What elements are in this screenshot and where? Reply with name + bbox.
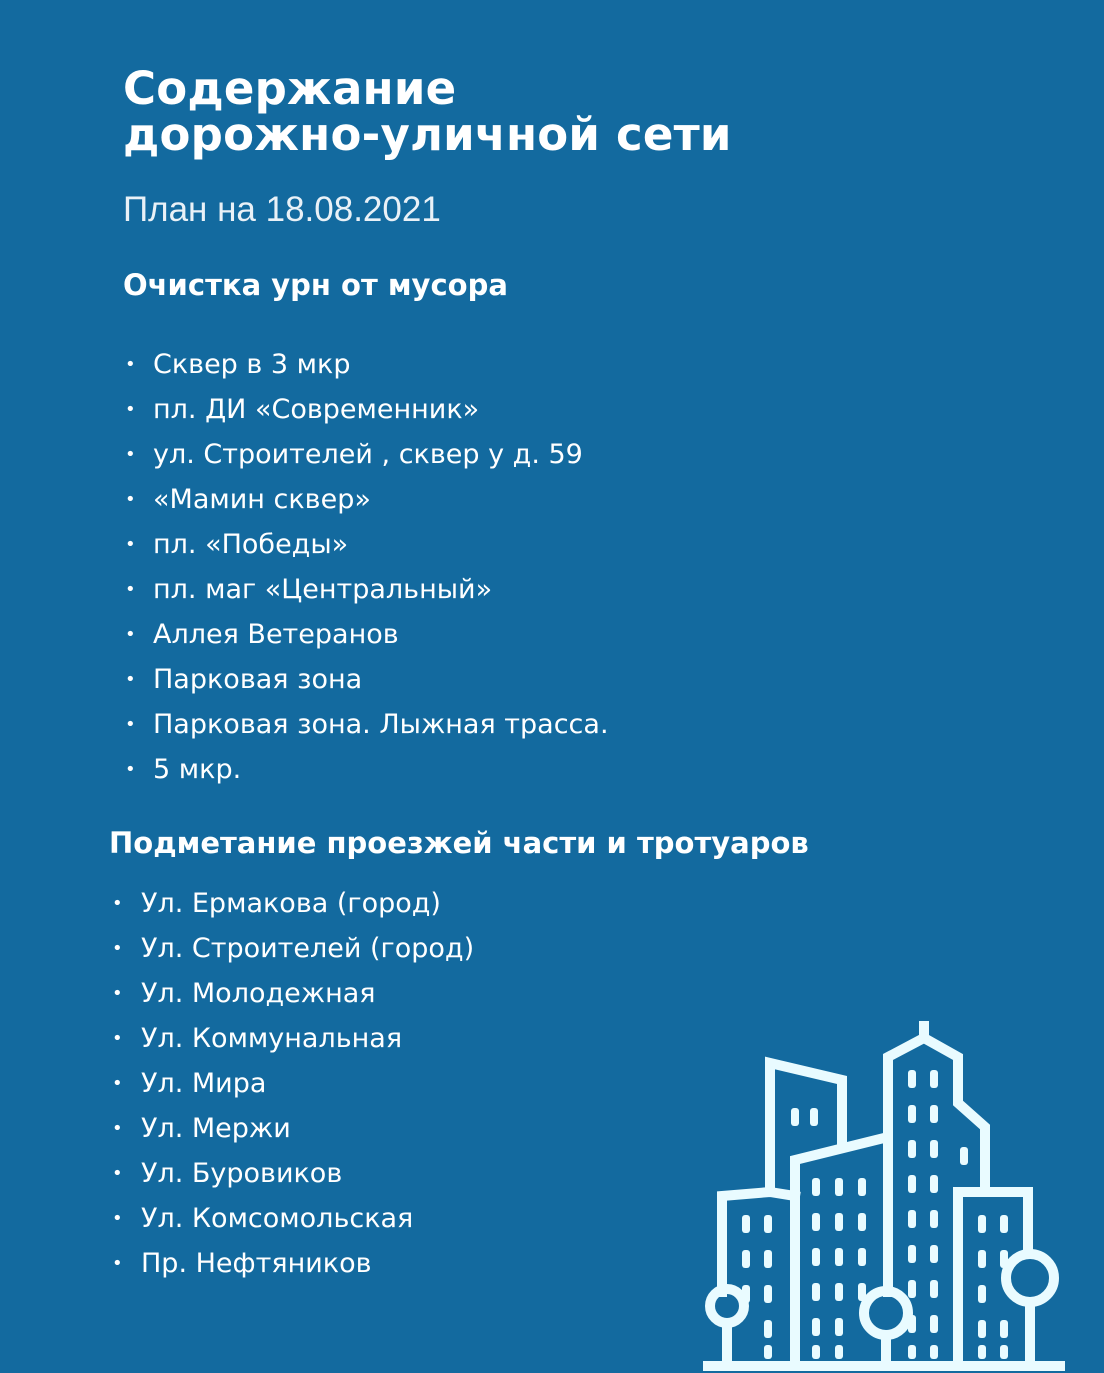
bullet: • (112, 1253, 123, 1274)
list-item-label: Ул. Мира (141, 1068, 267, 1099)
list-item (112, 881, 474, 926)
list-item (112, 971, 474, 1016)
list-item (112, 1061, 474, 1106)
list-item-label: ул. Строителей , сквер у д. 59 (153, 439, 583, 470)
list-item-label: «Мамин сквер» (153, 484, 371, 515)
bullet: • (125, 354, 136, 375)
list-item-label: Ул. Мержи (141, 1113, 291, 1144)
list-item-label: Парковая зона. Лыжная трасса. (153, 709, 609, 740)
list-item (125, 522, 609, 567)
list-item (112, 926, 475, 971)
list-item (125, 477, 609, 522)
list-item-label: Ул. Комсомольская (141, 1203, 414, 1234)
bullet: • (112, 1208, 123, 1229)
list-item (125, 567, 609, 612)
list-item-label: Пр. Нефтяников (141, 1248, 372, 1279)
bullet: • (112, 1073, 123, 1094)
list-item (112, 1016, 474, 1061)
section-heading-sweeping: Подметание проезжей части и тротуаров (109, 826, 809, 860)
list-item (112, 1151, 474, 1196)
bullet: • (112, 983, 123, 1004)
bullet: • (125, 579, 136, 600)
bullet: • (112, 1163, 123, 1184)
bullet: • (112, 1118, 123, 1139)
list-item (125, 342, 609, 387)
list-item-label: Аллея Ветеранов (153, 619, 399, 650)
list-item-label: Ул. Коммунальная (141, 1023, 403, 1054)
list-item-label: Сквер в 3 мкр (153, 349, 351, 380)
bullet: • (112, 893, 123, 914)
bullet: • (112, 938, 123, 959)
section-heading-bin-cleaning: Очистка урн от мусора (123, 268, 508, 302)
list-item-label: Парковая зона (153, 664, 363, 695)
title-line-1: Содержание (123, 62, 457, 115)
bullet: • (125, 399, 136, 420)
bullet: • (125, 759, 136, 780)
list-item-label: пл. «Победы» (153, 529, 349, 560)
list-item (125, 747, 609, 792)
bullet: • (125, 624, 136, 645)
title-line-2: дорожно-уличной сети (123, 108, 732, 161)
list-item (125, 657, 609, 702)
list-item (125, 387, 609, 432)
sweeping-list (112, 881, 475, 1286)
list-item (112, 1241, 474, 1286)
list-item-label: Ул. Молодежная (141, 978, 376, 1009)
plan-date-subtitle: План на 18.08.2021 (123, 190, 441, 229)
list-item-label: пл. ДИ «Современник» (153, 394, 480, 425)
bullet: • (112, 1028, 123, 1049)
list-item (125, 432, 609, 477)
city-buildings-icon (700, 1020, 1070, 1373)
bin-cleaning-list (125, 342, 609, 792)
page-title (123, 62, 732, 161)
bullet: • (125, 669, 136, 690)
list-item (125, 612, 609, 657)
bullet: • (125, 489, 136, 510)
list-item (125, 702, 609, 747)
bullet: • (125, 534, 136, 555)
bullet: • (125, 714, 136, 735)
bullet: • (125, 444, 136, 465)
list-item-label: пл. маг «Центральный» (153, 574, 493, 605)
list-item-label: 5 мкр. (153, 754, 242, 785)
list-item (112, 1106, 474, 1151)
list-item-label: Ул. Буровиков (141, 1158, 343, 1189)
list-item (112, 1196, 474, 1241)
list-item-label: Ул. Ермакова (город) (141, 888, 441, 919)
list-item-label: Ул. Строителей (город) (141, 933, 475, 964)
